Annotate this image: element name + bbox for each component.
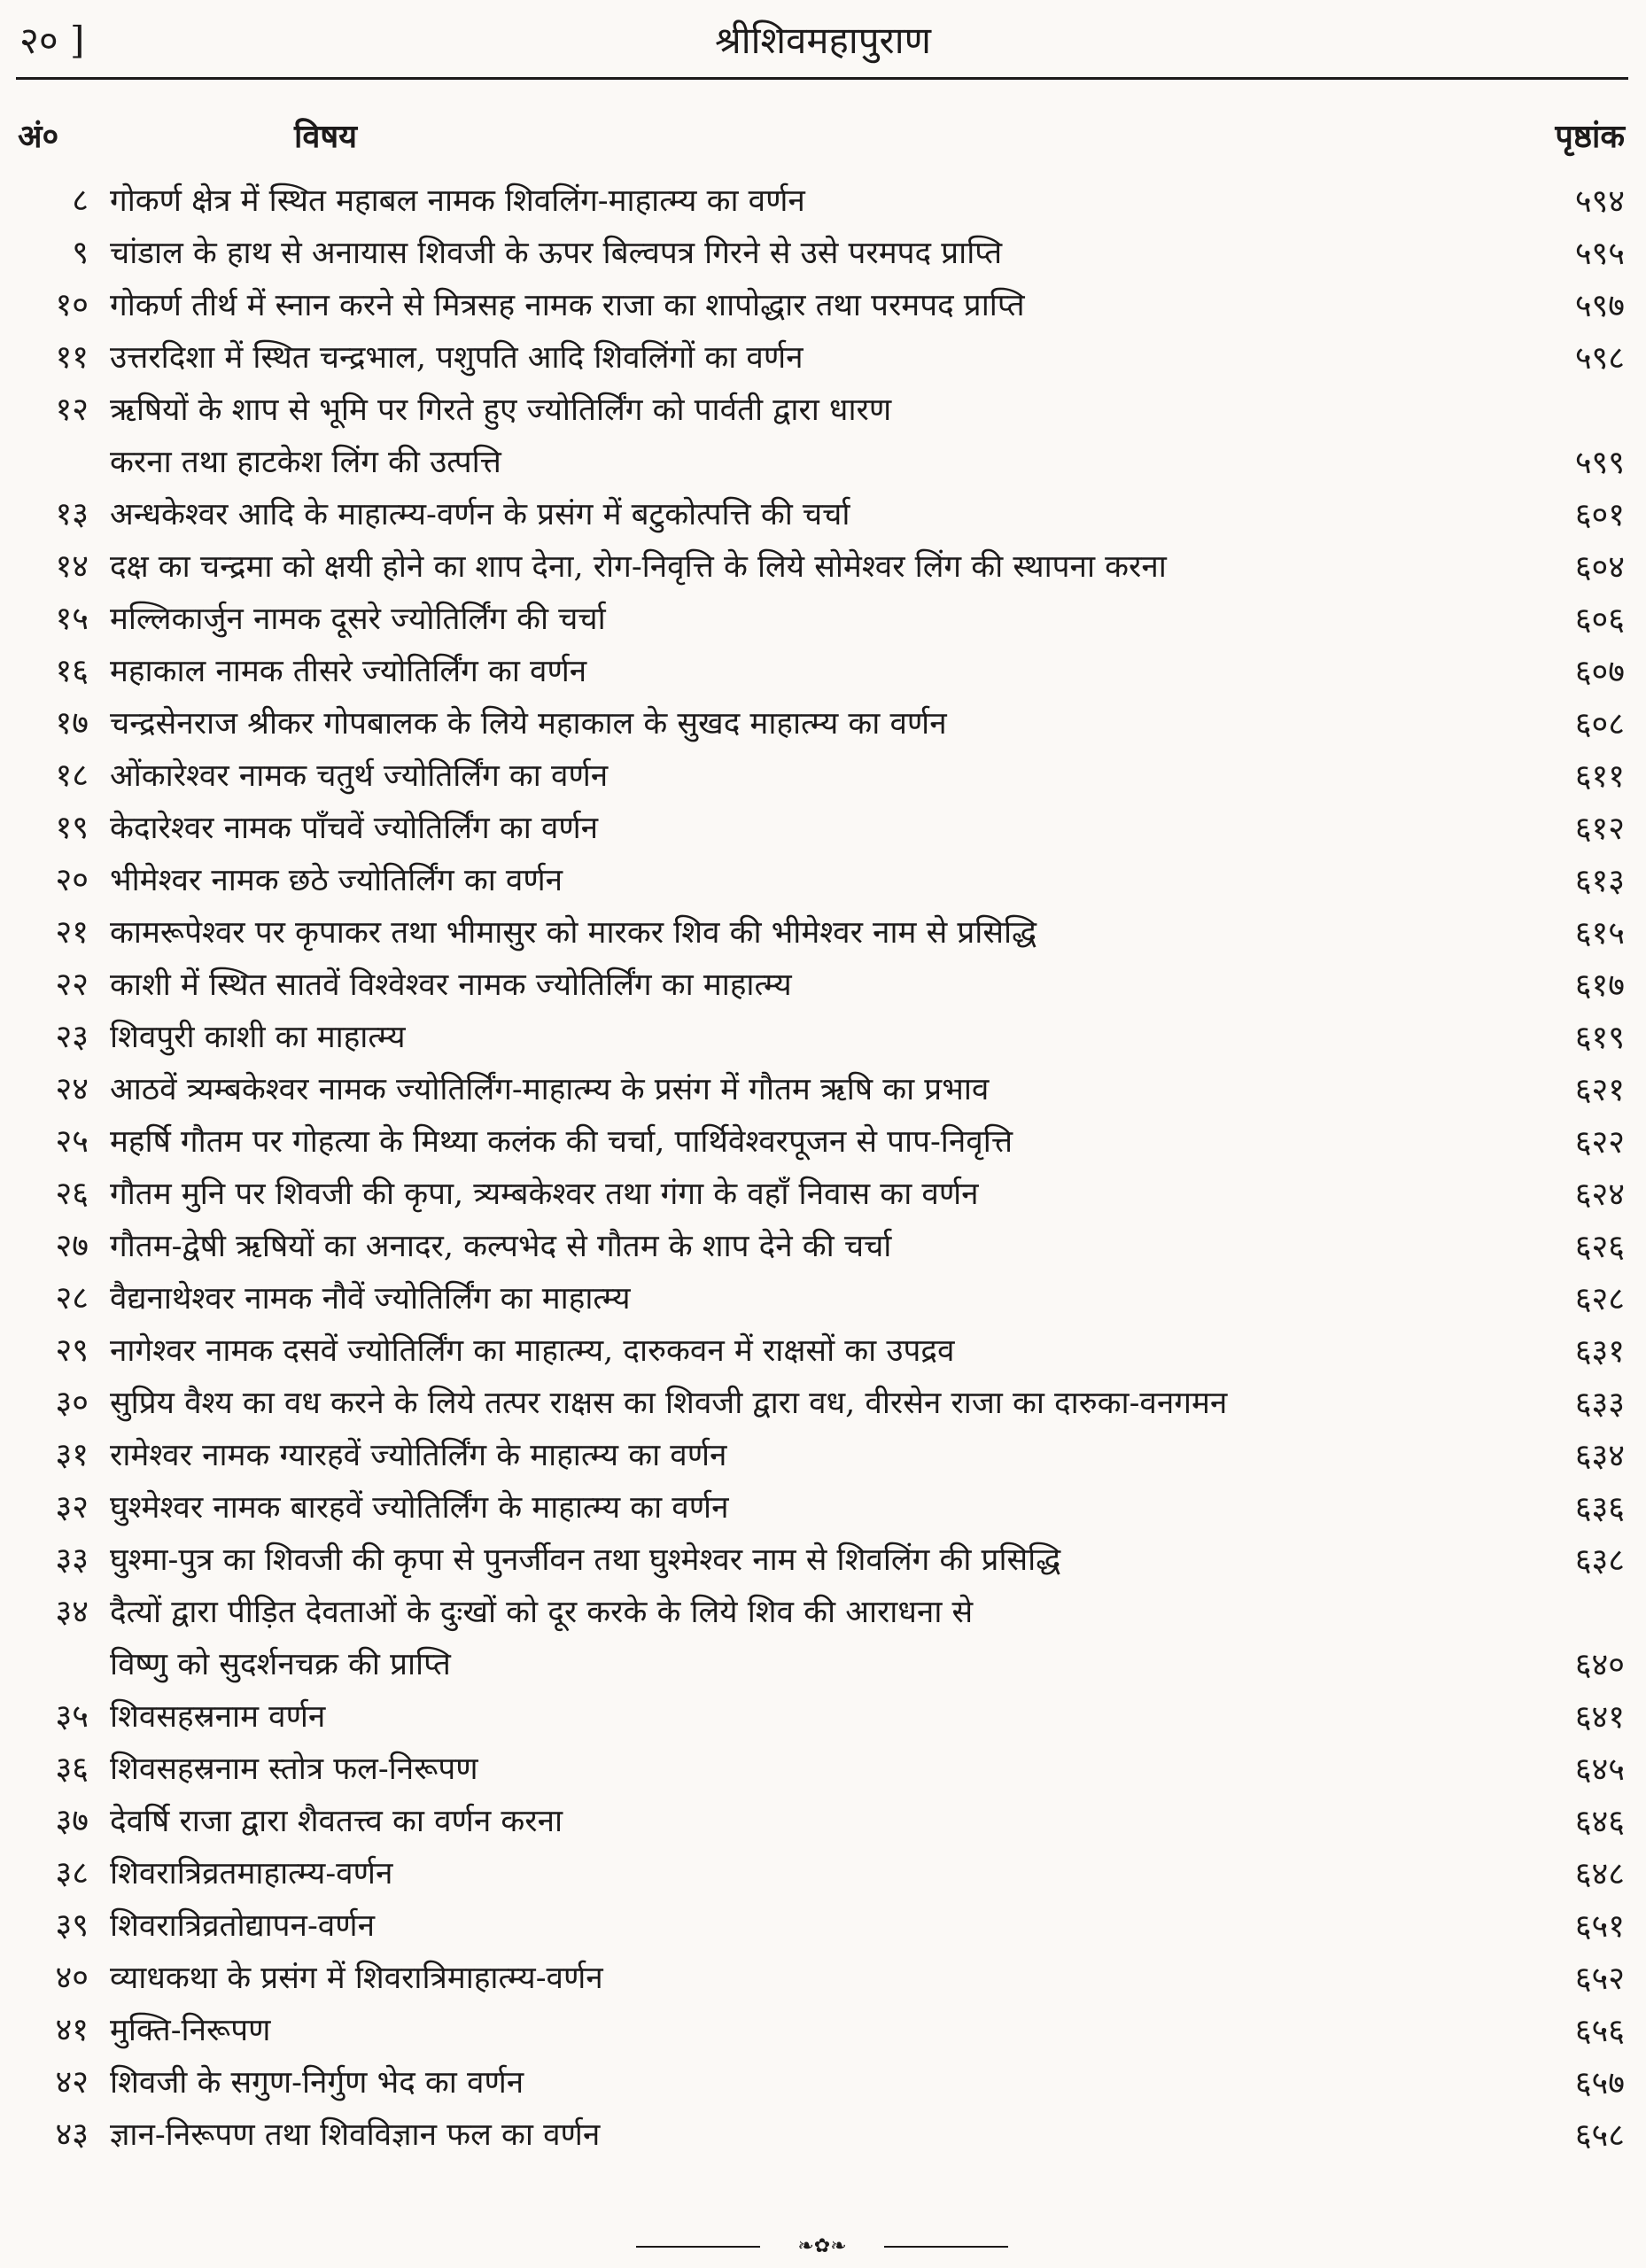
toc-entry bbox=[0, 1796, 1646, 1848]
toc-entry bbox=[0, 803, 1646, 855]
column-header-subject: विषय bbox=[294, 118, 358, 155]
entry-number: १७ bbox=[55, 705, 89, 742]
entry-number: ४१ bbox=[55, 2012, 89, 2048]
toc-entry bbox=[0, 1221, 1646, 1273]
entry-title: आठवें त्र्यम्बकेश्वर नामक ज्योतिर्लिंग-माहात्म्य के प्रसंग में गौतम ऋषि का प्रभाव bbox=[110, 1072, 990, 1107]
entry-number: २५ bbox=[55, 1123, 89, 1160]
entry-page: ६०८ bbox=[1574, 706, 1625, 742]
toc-entry bbox=[0, 646, 1646, 698]
entry-title: मल्लिकार्जुन नामक दूसरे ज्योतिर्लिंग की चर्चा bbox=[110, 602, 606, 637]
toc-entry bbox=[0, 280, 1646, 332]
entry-number: ३१ bbox=[55, 1437, 89, 1473]
entry-page: ६२२ bbox=[1574, 1124, 1625, 1161]
toc-entry bbox=[0, 1012, 1646, 1064]
toc-entry bbox=[0, 1482, 1646, 1534]
entry-number: २८ bbox=[55, 1280, 89, 1317]
toc-entry bbox=[0, 332, 1646, 384]
footer-ornament bbox=[0, 2234, 1646, 2259]
entry-number: १३ bbox=[55, 496, 89, 532]
toc-entry bbox=[0, 959, 1646, 1012]
entry-page: ५९७ bbox=[1574, 288, 1625, 324]
entry-title: कामरूपेश्वर पर कृपाकर तथा भीमासुर को मारकर शिव की भीमेश्वर नाम से प्रसिद्धि bbox=[110, 915, 1037, 951]
entry-page: ६५१ bbox=[1574, 1908, 1625, 1945]
toc-entry bbox=[0, 1900, 1646, 1953]
entry-page: ६३४ bbox=[1574, 1438, 1625, 1474]
entry-page: ६३८ bbox=[1574, 1542, 1625, 1579]
entry-number: २१ bbox=[55, 914, 89, 951]
entry-number: २२ bbox=[55, 967, 89, 1003]
entry-page: ६०१ bbox=[1574, 497, 1625, 533]
entry-title: शिवपुरी काशी का माहात्म्य bbox=[110, 1020, 406, 1055]
toc-list bbox=[0, 175, 1646, 2162]
entry-title: केदारेश्वर नामक पाँचवें ज्योतिर्लिंग का वर्णन bbox=[110, 811, 599, 846]
toc-entry bbox=[0, 2057, 1646, 2109]
entry-title: ओंकारेश्वर नामक चतुर्थ ज्योतिर्लिंग का वर्णन bbox=[110, 758, 609, 794]
entry-page: ६५६ bbox=[1574, 2013, 1625, 2049]
entry-title: शिवरात्रिव्रतोद्यापन-वर्णन bbox=[110, 1908, 376, 1944]
entry-page: ६२६ bbox=[1574, 1229, 1625, 1265]
entry-page: ६२८ bbox=[1574, 1281, 1625, 1317]
entry-title: काशी में स्थित सातवें विश्वेश्वर नामक ज्योतिर्लिंग का माहात्म्य bbox=[110, 967, 792, 1003]
entry-title: शिवरात्रिव्रतमाहात्म्य-वर्णन bbox=[110, 1856, 393, 1891]
toc-entry bbox=[0, 1273, 1646, 1325]
ornament-rule-right bbox=[884, 2246, 1008, 2248]
entry-number: ८ bbox=[72, 183, 89, 219]
entry-page: ६५८ bbox=[1574, 2117, 1625, 2154]
toc-entry bbox=[0, 1691, 1646, 1744]
entry-number: १८ bbox=[55, 757, 89, 794]
entry-title: चन्द्रसेनराज श्रीकर गोपबालक के लिये महाकाल के सुखद माहात्म्य का वर्णन bbox=[110, 706, 947, 742]
toc-entry bbox=[0, 1534, 1646, 1587]
toc-entry bbox=[0, 1953, 1646, 2005]
entry-number: ४२ bbox=[55, 2064, 89, 2101]
toc-entry bbox=[0, 750, 1646, 803]
entry-page: ६१९ bbox=[1574, 1020, 1625, 1056]
entry-page: ५९८ bbox=[1574, 340, 1625, 377]
entry-number: ३६ bbox=[55, 1751, 89, 1787]
entry-number: ३३ bbox=[55, 1542, 89, 1578]
entry-title: नागेश्वर नामक दसवें ज्योतिर्लिंग का माहात्म्य, दारुकवन में राक्षसों का उपद्रव bbox=[110, 1333, 955, 1369]
entry-page: ६३३ bbox=[1574, 1386, 1625, 1422]
entry-number: १२ bbox=[55, 392, 89, 428]
entry-title: दक्ष का चन्द्रमा को क्षयी होने का शाप देना, रोग-निवृत्ति के लिये सोमेश्वर लिंग की स्थापना करना bbox=[110, 549, 1167, 585]
entry-number: ४३ bbox=[55, 2117, 89, 2153]
entry-title: गौतम-द्वेषी ऋषियों का अनादर, कल्पभेद से गौतम के शाप देने की चर्चा bbox=[110, 1229, 892, 1264]
entry-number: ३७ bbox=[55, 1803, 89, 1839]
entry-number: १४ bbox=[55, 548, 89, 585]
entry-title: घुश्मा-पुत्र का शिवजी की कृपा से पुनर्जीवन तथा घुश्मेश्वर नाम से शिवलिंग की प्रसिद्धि bbox=[110, 1542, 1061, 1578]
entry-title: घुश्मेश्वर नामक बारहवें ज्योतिर्लिंग के माहात्म्य का वर्णन bbox=[110, 1490, 729, 1526]
entry-number: ४० bbox=[55, 1960, 89, 1996]
entry-title: वैद्यनाथेश्वर नामक नौवें ज्योतिर्लिंग का माहात्म्य bbox=[110, 1281, 631, 1317]
entry-title: शिवजी के सगुण-निर्गुण भेद का वर्णन bbox=[110, 2065, 524, 2101]
entry-number: ३५ bbox=[55, 1698, 89, 1735]
toc-entry bbox=[0, 175, 1646, 228]
entry-title: मुक्ति-निरूपण bbox=[110, 2013, 271, 2048]
entry-title: चांडाल के हाथ से अनायास शिवजी के ऊपर बिल्वपत्र गिरने से उसे परमपद प्राप्ति bbox=[110, 236, 1003, 271]
book-title: श्रीशिवमहापुराण bbox=[715, 19, 931, 62]
toc-entry bbox=[0, 1116, 1646, 1169]
entry-page: ६१५ bbox=[1574, 915, 1625, 951]
toc-entry bbox=[0, 594, 1646, 646]
entry-title: ज्ञान-निरूपण तथा शिवविज्ञान फल का वर्णन bbox=[110, 2117, 601, 2153]
toc-entry bbox=[0, 1430, 1646, 1482]
entry-title: देवर्षि राजा द्वारा शैवतत्त्व का वर्णन करना bbox=[110, 1804, 563, 1839]
column-header-number: अं० bbox=[18, 118, 59, 155]
entry-page: ६४५ bbox=[1574, 1751, 1625, 1788]
entry-title: भीमेश्वर नामक छठे ज्योतिर्लिंग का वर्णन bbox=[110, 863, 563, 898]
entry-number: १९ bbox=[55, 810, 89, 846]
entry-page: ६३६ bbox=[1574, 1490, 1625, 1526]
entry-page: ५९५ bbox=[1574, 236, 1625, 272]
entry-number: ३४ bbox=[55, 1594, 89, 1630]
entry-page: ६११ bbox=[1574, 758, 1625, 795]
entry-number: ३० bbox=[55, 1385, 89, 1421]
entry-page: ६०७ bbox=[1574, 654, 1625, 690]
entry-title: गौतम मुनि पर शिवजी की कृपा, त्र्यम्बकेश्वर तथा गंगा के वहाँ निवास का वर्णन bbox=[110, 1177, 979, 1212]
entry-title: शिवसहस्रनाम स्तोत्र फल-निरूपण bbox=[110, 1751, 478, 1787]
toc-entry bbox=[0, 489, 1646, 541]
entry-title: महर्षि गौतम पर गोहत्या के मिथ्या कलंक की चर्चा, पार्थिवेश्वरपूजन से पाप-निवृत्ति bbox=[110, 1124, 1013, 1160]
entry-number: २९ bbox=[55, 1332, 89, 1369]
toc-entry bbox=[0, 1378, 1646, 1430]
entry-title: ऋषियों के शाप से भूमि पर गिरते हुए ज्योतिर्लिंग को पार्वती द्वारा धारण bbox=[110, 392, 892, 428]
entry-number: २७ bbox=[55, 1228, 89, 1264]
entry-title: दैत्यों द्वारा पीड़ित देवताओं के दुःखों को दूर करके के लिये शिव की आराधना से bbox=[110, 1595, 974, 1630]
entry-page: ६३१ bbox=[1574, 1333, 1625, 1370]
entry-page: ६४० bbox=[1574, 1647, 1625, 1683]
entry-page: ६४१ bbox=[1574, 1699, 1625, 1736]
entry-title-continued: करना तथा हाटकेश लिंग की उत्पत्ति bbox=[110, 445, 501, 480]
entry-number: ९ bbox=[72, 235, 89, 271]
entry-title: सुप्रिय वैश्य का वध करने के लिये तत्पर राक्षस का शिवजी द्वारा वध, वीरसेन राजा का दारुका-वनगमन bbox=[110, 1386, 1228, 1421]
entry-title: शिवसहस्रनाम वर्णन bbox=[110, 1699, 326, 1735]
entry-number: २३ bbox=[55, 1019, 89, 1055]
entry-title: महाकाल नामक तीसरे ज्योतिर्लिंग का वर्णन bbox=[110, 654, 587, 689]
entry-number: १० bbox=[55, 287, 89, 323]
ornament-rule-left bbox=[636, 2246, 760, 2248]
toc-entry bbox=[0, 1587, 1646, 1691]
toc-entry bbox=[0, 1744, 1646, 1796]
entry-title: अन्धकेश्वर आदि के माहात्म्य-वर्णन के प्रसंग में बटुकोत्पत्ति की चर्चा bbox=[110, 497, 850, 532]
toc-entry bbox=[0, 541, 1646, 594]
toc-entry bbox=[0, 1169, 1646, 1221]
entry-page: ६२४ bbox=[1574, 1177, 1625, 1213]
entry-page: ६५२ bbox=[1574, 1961, 1625, 1997]
entry-number: २६ bbox=[55, 1176, 89, 1212]
page-number: २० ] bbox=[19, 19, 85, 62]
entry-page: ६२१ bbox=[1574, 1072, 1625, 1108]
toc-entry bbox=[0, 698, 1646, 750]
toc-entry bbox=[0, 2005, 1646, 2057]
toc-entry bbox=[0, 907, 1646, 959]
entry-number: ३८ bbox=[55, 1855, 89, 1891]
entry-number: १५ bbox=[55, 601, 89, 637]
entry-title: गोकर्ण क्षेत्र में स्थित महाबल नामक शिवलिंग-माहात्म्य का वर्णन bbox=[110, 183, 805, 219]
entry-title-continued: विष्णु को सुदर्शनचक्र की प्राप्ति bbox=[110, 1647, 451, 1682]
entry-number: ३९ bbox=[55, 1907, 89, 1944]
page-header bbox=[0, 0, 1646, 85]
entry-page: ६१३ bbox=[1574, 863, 1625, 899]
entry-page: ५९९ bbox=[1574, 445, 1625, 481]
toc-entry bbox=[0, 1325, 1646, 1378]
toc-entry bbox=[0, 228, 1646, 280]
entry-title: उत्तरदिशा में स्थित चन्द्रभाल, पशुपति आदि शिवलिंगों का वर्णन bbox=[110, 340, 804, 376]
entry-page: ६४६ bbox=[1574, 1804, 1625, 1840]
entry-page: ६५७ bbox=[1574, 2065, 1625, 2101]
entry-page: ६०६ bbox=[1574, 602, 1625, 638]
entry-number: २४ bbox=[55, 1071, 89, 1107]
header-rule bbox=[16, 77, 1628, 80]
entry-page: ६१२ bbox=[1574, 811, 1625, 847]
column-header-page: पृष्ठांक bbox=[1555, 118, 1625, 155]
entry-page: ६१७ bbox=[1574, 967, 1625, 1004]
entry-page: ५९४ bbox=[1574, 183, 1625, 220]
entry-page: ६४८ bbox=[1574, 1856, 1625, 1892]
toc-entry bbox=[0, 384, 1646, 489]
entry-page: ६०४ bbox=[1574, 549, 1625, 586]
entry-title: गोकर्ण तीर्थ में स्नान करने से मित्रसह नामक राजा का शापोद्धार तथा परमपद प्राप्ति bbox=[110, 288, 1025, 323]
entry-number: २० bbox=[55, 862, 89, 898]
toc-entry bbox=[0, 1064, 1646, 1116]
toc-entry bbox=[0, 2109, 1646, 2162]
entry-number: ३२ bbox=[55, 1489, 89, 1526]
toc-entry bbox=[0, 855, 1646, 907]
entry-title: रामेश्वर नामक ग्यारहवें ज्योतिर्लिंग के माहात्म्य का वर्णन bbox=[110, 1438, 727, 1473]
toc-entry bbox=[0, 1848, 1646, 1900]
flourish-icon: ❧✿❧ bbox=[797, 2235, 847, 2257]
entry-number: १६ bbox=[55, 653, 89, 689]
entry-number: ११ bbox=[55, 339, 89, 376]
entry-title: व्याधकथा के प्रसंग में शिवरात्रिमाहात्म्य-वर्णन bbox=[110, 1961, 603, 1996]
